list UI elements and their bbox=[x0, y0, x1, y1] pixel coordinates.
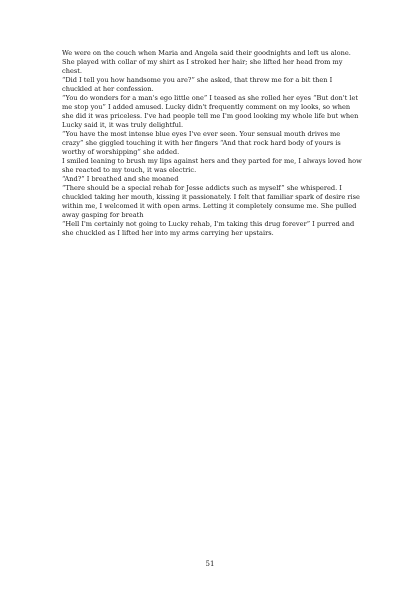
paragraph: “And?” I breathed and she moaned bbox=[62, 175, 179, 183]
paragraph: “Hell I'm certainly not going to Lucky rehab, I'm taking this drug forever” I purred and she chuckled as I lifted her into my arms carrying her upstairs. bbox=[62, 220, 355, 237]
paragraph: “You have the most intense blue eyes I've ever seen. Your sensual mouth drives me crazy” she giggled touching it with her fingers “And that rock hard body of yours is worthy of worshipping” she added. bbox=[62, 130, 341, 156]
paragraph: “There should be a special rehab for Jesse addicts such as myself” she whispered. I chuckled taking her mouth, kissing it passionately. I felt that familiar spark of desire rise within me, I welcomed it with open arms. Letting it completely consume me. She pulled away gasping for breath bbox=[62, 184, 360, 219]
paragraph: “You do wonders for a man's ego little one” I teased as she rolled her eyes “But don't let me stop you” I added amused. Lucky didn't frequently comment on my looks, so when she did it was priceless. I've had people tell me I'm good looking my whole life but when Lucky said it, it was truly delightful. bbox=[62, 94, 359, 129]
paragraph: I smiled leaning to brush my lips against hers and they parted for me, I always loved how she reacted to my touch, it was electric. bbox=[62, 157, 362, 174]
paragraph: “Did I tell you how handsome you are?” she asked, that threw me for a bit then I chuckled at her confession. bbox=[62, 76, 333, 93]
paragraph: We were on the couch when Maria and Angela said their goodnights and left us alone. She played with collar of my shirt as I stroked her hair; she lifted her head from my chest. bbox=[62, 49, 351, 75]
page-number: 51 bbox=[205, 560, 215, 568]
body-text bbox=[62, 49, 362, 238]
